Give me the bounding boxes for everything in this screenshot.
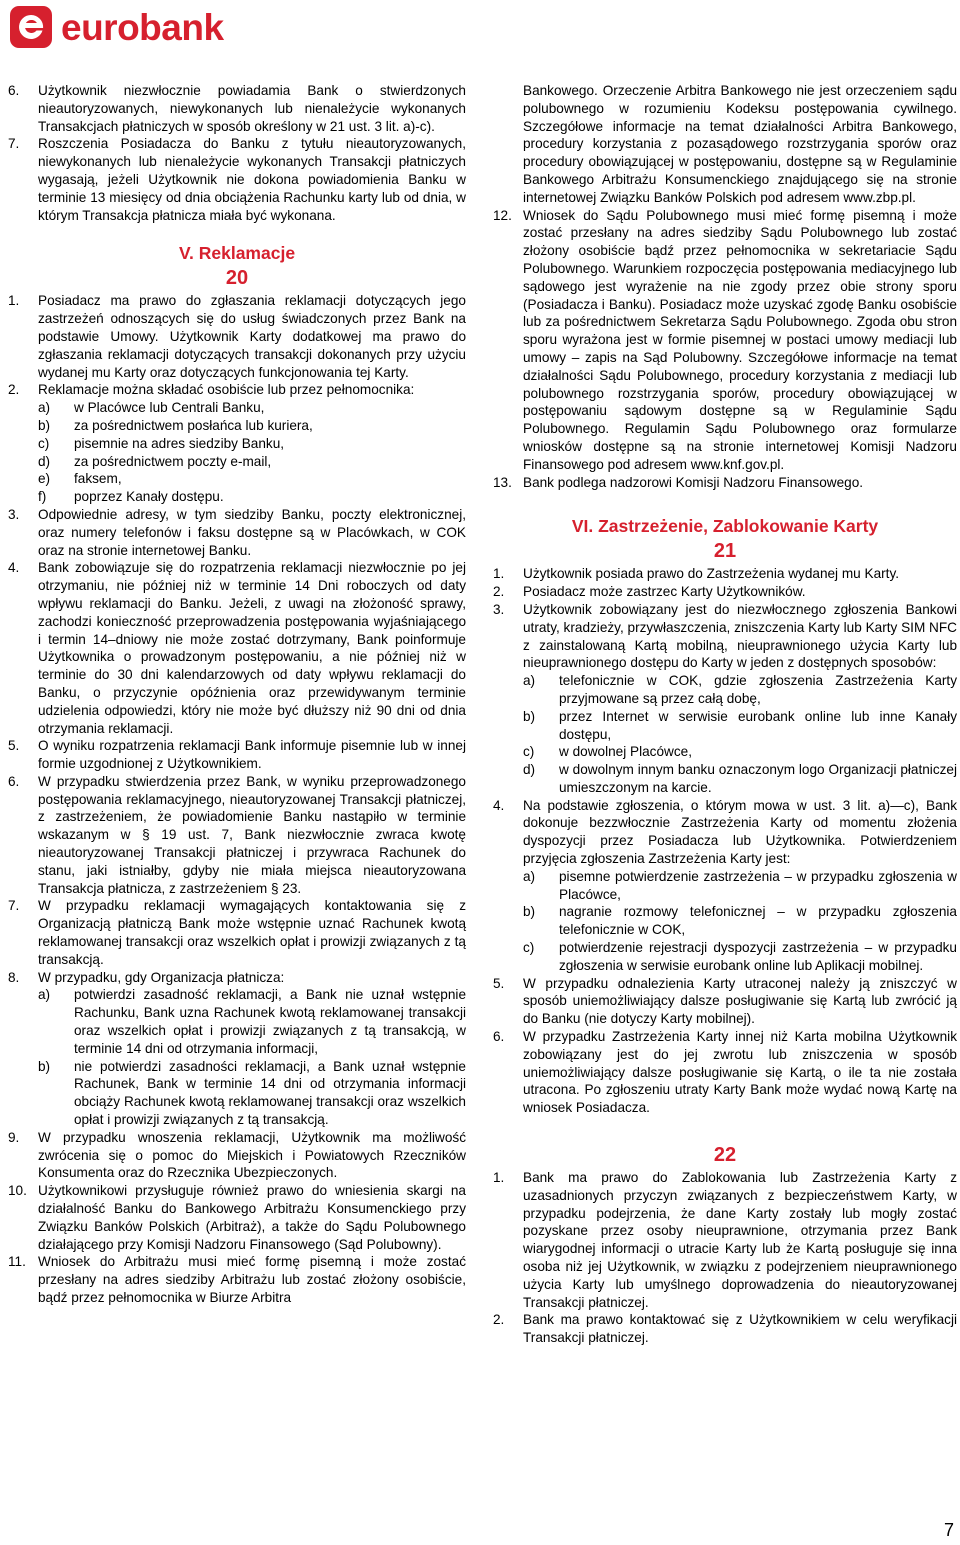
- item-number: 2.: [8, 382, 20, 398]
- item-body: [523, 601, 957, 797]
- item-body: [38, 82, 466, 135]
- sub-item-text: pisemnie na adres siedziby Banku,: [74, 435, 285, 451]
- list-blokowanie: [493, 1169, 957, 1347]
- sub-item: [523, 708, 957, 744]
- list-item: [493, 207, 957, 474]
- sub-item-letter: c): [38, 435, 50, 451]
- list-item: [493, 1028, 957, 1117]
- item-body: [38, 381, 466, 506]
- item-text: W przypadku odnalezienia Karty utraconej należy ją zniszczyć w sposób uniemożliwiający dalsze posługiwanie się Kartą lub zwrócić ją do Banku (nie dotyczy Karty mobilnej).: [523, 975, 957, 1027]
- list-item: [493, 82, 957, 207]
- sub-item: [38, 488, 466, 506]
- left-column: [8, 82, 466, 1307]
- eurobank-logo: [10, 4, 224, 50]
- sub-item-text: za pośrednictwem poczty e-mail,: [74, 453, 272, 469]
- list-item: [8, 506, 466, 559]
- list-item: [8, 1129, 466, 1182]
- sub-item: [523, 903, 957, 939]
- brand-name: eurobank: [61, 6, 224, 48]
- list-item: [8, 135, 466, 224]
- list-item: [8, 1182, 466, 1253]
- list-item: [8, 292, 466, 381]
- item-number: 5.: [8, 738, 20, 754]
- item-body: [523, 583, 957, 601]
- item-number: 6.: [8, 83, 20, 98]
- sub-item-text: faksem,: [74, 471, 122, 487]
- item-text: Bank ma prawo kontaktować się z Użytkownikiem w celu weryfikacji Transakcji płatniczej.: [523, 1312, 957, 1346]
- list-item: [8, 1253, 466, 1306]
- sub-item: [38, 417, 466, 435]
- sub-item-letter: b): [523, 904, 536, 920]
- item-text: W przypadku wnoszenia reklamacji, Użytkownik ma możliwość zwrócenia się o pomoc do Miejskich i Powiatowych Rzeczników Konsumenta oraz do Rzecznika Ubezpieczonych.: [38, 1129, 466, 1181]
- sub-item-letter: c): [523, 744, 535, 760]
- item-number: 2.: [493, 1312, 505, 1328]
- item-text: W przypadku reklamacji wymagających kontaktowania się z Organizacją płatniczą Bank może wstępnie uznać Rachunek kwotą reklamowanej transakcji oraz wszelkich opłat i prowizji związanych z tą transakcją.: [38, 898, 466, 967]
- item-text: W przypadku, gdy Organizacja płatnicza:: [38, 969, 285, 985]
- item-body: [38, 897, 466, 968]
- item-text: Posiadacz ma prawo do zgłaszania reklamacji dotyczących jego zastrzeżeń odnoszących się do usług świadczonych przez Bank na podstawie Umowy. Użytkownik Karty dodatkowej ma prawo do zgłaszania reklamacji dotyczących transakcji dokonanych przy użyciu wydanej mu Karty oraz dotyczących funkcjonowania tej Karty.: [38, 293, 466, 380]
- item-number: 7.: [8, 136, 20, 152]
- sub-item-letter: d): [38, 453, 51, 469]
- item-number: [493, 82, 523, 207]
- item-text: Posiadacz może zastrzec Karty Użytkowników.: [523, 584, 806, 600]
- list-item: [8, 773, 466, 898]
- item-body: [38, 773, 466, 898]
- item-body: [523, 474, 957, 492]
- item-number: 1.: [493, 1170, 505, 1186]
- sub-item-letter: b): [38, 1058, 51, 1074]
- list-item: [493, 601, 957, 797]
- list-item: [8, 969, 466, 1129]
- item-text: Użytkownik niezwłocznie powiadamia Bank o stwierdzonych nieautoryzowanych, niewykonanych lub nienależycie wykonanych Transakcjach płatniczych w sposób określony w 21 ust. 3 lit. a)-c).: [38, 83, 466, 134]
- sub-item: [38, 399, 466, 417]
- paragraph-sign-21: 21: [713, 540, 737, 563]
- item-text: O wyniku rozpatrzenia reklamacji Bank informuje pisemnie lub w innej formie uzgodnionej z Użytkownikiem.: [38, 738, 466, 772]
- item-number: 11.: [8, 1254, 26, 1270]
- item-body: [38, 292, 466, 381]
- item-body: [523, 1311, 957, 1347]
- list-item: [493, 1311, 957, 1347]
- sub-item-letter: a): [523, 868, 536, 884]
- list-item: [493, 583, 957, 601]
- item-body: [38, 506, 466, 559]
- list-item: [8, 559, 466, 737]
- sub-item: [38, 470, 466, 488]
- item-text: Reklamacje można składać osobiście lub przez pełnomocnika:: [38, 382, 415, 398]
- item-text: Wniosek do Sądu Polubownego musi mieć formę pisemną i może zostać przesłany na adres siedziby Sądu Polubownego lub zostać złożony osobiście bądź przez pełnomocnika w sekretariacie Sądu Polubownego. Warunkiem rozpoczęcia postępowania mediacyjnego lub sądowego jest wyrażenie na nie zgody przez obie strony sporu (Posiadacza i Banku). Posiadacz może uzyskać zgodę Banku osobiście lub za pośrednictwem Sekretarza Sądu Polubownego. Zgoda obu stron sporu wyrażona jest w formie pisemnej w postaci umowy mediacji lub umowy – zapis na Sąd Polubowny. Szczegółowe informacje na temat działalności Sądu Polubownego, procedury korzystania z mediacji lub polubownego rozstrzygania sporów, procedury obowiązującej w postępowaniu sądowym dostępne są w Regulaminie Sądu Polubownego. Regulamin Sądu Polubownego oraz formularze wniosków dostępne są na stronie internetowej Komisji Nadzoru Finansowego pod adresem www.knf.gov.pl.: [523, 207, 957, 472]
- sub-item: [523, 743, 957, 761]
- sub-item-text: w dowolnym innym banku oznaczonym logo Organizacji płatniczej umieszczonym na karcie.: [559, 762, 957, 795]
- sub-item: [523, 761, 957, 797]
- sub-item: [38, 453, 466, 471]
- sub-item-text: nie potwierdzi zasadności reklamacji, a Bank uznał wstępnie Rachunek, Bank w terminie 14 dni od otrzymania informacji obciąży Rachunek kwotą reklamowanej transakcji oraz wszelkich opłat i prowizji związanych z tą transakcją.: [74, 1058, 466, 1128]
- sub-item-letter: d): [523, 762, 536, 778]
- item-body: [38, 559, 466, 737]
- list-item: [8, 737, 466, 773]
- item-number: 6.: [493, 1029, 505, 1045]
- item-text: Użytkownik posiada prawo do Zastrzeżenia wydanej mu Karty.: [523, 566, 900, 582]
- list-item: [8, 82, 466, 135]
- sub-item-letter: f): [38, 489, 47, 505]
- item-text: Bankowego. Orzeczenie Arbitra Bankowego nie jest orzeczeniem sądu polubownego w rozumieniu Kodeksu postępowania cywilnego. Szczegółowe informacje na temat działalności Arbitra Bankowego, procedury korzystania z pozasądowego rozstrzygania sporów oraz procedury obowiązującej w postępowaniu, dostępne są w Regulaminie Bankowego Arbitrażu Konsumenckiego znajdującego się na stronie internetowej Związku Banków Polskich pod adresem www.zbp.pl.: [523, 83, 957, 205]
- sub-item-text: za pośrednictwem posłańca lub kuriera,: [74, 417, 313, 433]
- paragraph-sign-22: 22: [713, 1144, 737, 1167]
- item-text: W przypadku Zastrzeżenia Karty innej niż Karta mobilna Użytkownik zobowiązany jest do jej zwrotu lub zniszczenia w sposób uniemożliwiający dalsze posługiwanie się Kartą, o ile ta nie została utracona. Po zgłoszeniu utraty Karty Bank może wydać nową Kartę na wniosek Posiadacza.: [523, 1029, 957, 1116]
- item-text: Na podstawie zgłoszenia, o którym mowa w ust. 3 lit. a)—c), Bank dokonuje bezzwłocznie Zastrzeżenia Karty od momentu złożenia dyspozycji przez Posiadacza lub Użytkownika. Potwierdzeniem przyjęcia zgłoszenia Zastrzeżenia Karty jest:: [523, 797, 957, 867]
- page-number: 7: [943, 1520, 954, 1540]
- sub-item-text: poprzez Kanały dostępu.: [74, 489, 224, 505]
- item-body: [523, 207, 957, 474]
- list-reklamacje-continued: [493, 82, 957, 491]
- sub-item-letter: a): [523, 673, 536, 689]
- list-item: [493, 565, 957, 583]
- list-item: [493, 797, 957, 975]
- item-body: [38, 1129, 466, 1182]
- sub-item-text: pisemne potwierdzenie zastrzeżenia – w przypadku zgłoszenia w Placówce,: [559, 868, 957, 902]
- item-text: Wniosek do Arbitrażu musi mieć formę pisemną i może zostać przesłany na adres siedziby Arbitrażu lub zostać złożony osobiście, bądź przez pełnomocnika w Biurze Arbitra: [38, 1254, 466, 1305]
- list-reklamacje: [8, 292, 466, 1306]
- item-text: W przypadku stwierdzenia przez Bank, w wyniku przeprowadzonego postępowania reklamacyjnego, nieautoryzowanej Transakcji płatniczej, z zastrzeżeniem, że powiadomienie Banku nastąpiło w terminie wskazanym w § 19 ust. 7, Bank niezwłocznie zwraca kwotę nieautoryzowanej Transakcji płatniczej i przywraca Rachunek do stanu, jaki istniałby, gdyby nie miała miejsca nieautoryzowana Transakcja płatnicza, z zastrzeżeniem § 23.: [38, 773, 466, 896]
- sub-item: [38, 435, 466, 453]
- item-number: 6.: [8, 773, 20, 789]
- item-number: 13.: [493, 474, 512, 490]
- item-text: Roszczenia Posiadacza do Banku z tytułu nieautoryzowanych, niewykonanych lub nienależycie wykonanych Transakcji płatniczych wygasają, jeżeli Użytkownik nie dokona powiadomienia Banku w terminie 13 miesięcy od dnia obciążenia Rachunku karty lub od dnia, w którym Transakcja płatnicza miała być wykonana.: [38, 136, 466, 223]
- sub-item-text: w dowolnej Placówce,: [559, 744, 692, 760]
- sub-item: [38, 1058, 466, 1129]
- sub-item-text: w Placówce lub Centrali Banku,: [74, 400, 265, 416]
- sub-item-text: nagranie rozmowy telefonicznej – w przypadku zgłoszenia telefonicznie w COK,: [559, 904, 957, 938]
- item-number: 12.: [493, 207, 512, 223]
- item-number: 1.: [493, 566, 505, 582]
- item-number: 3.: [8, 506, 20, 522]
- sub-item-text: telefonicznie w COK, gdzie zgłoszenia Zastrzeżenia Karty przyjmowane są przez całą dobę,: [559, 673, 957, 706]
- item-body: [523, 797, 957, 975]
- item-text: Odpowiednie adresy, w tym siedziby Banku, poczty elektronicznej, oraz numery telefonów i faksu dostępne są w Placówkach, w COK oraz na stronie internetowej Banku.: [38, 506, 466, 558]
- sub-item-letter: b): [38, 417, 51, 433]
- item-body: [523, 1169, 957, 1311]
- item-body: [523, 975, 957, 1028]
- sub-item-letter: c): [523, 940, 535, 956]
- sub-item: [523, 939, 957, 975]
- item-number: 4.: [493, 797, 505, 813]
- item-number: 1.: [8, 293, 20, 309]
- item-number: 7.: [8, 898, 20, 914]
- item-number: 9.: [8, 1129, 20, 1145]
- item-number: 5.: [493, 975, 505, 991]
- item-number: 10.: [8, 1183, 27, 1199]
- item-text: Bank zobowiązuje się do rozpatrzenia reklamacji niezwłocznie po jej otrzymaniu, nie później niż w terminie 14 Dni roboczych od daty wpływu reklamacji do Banku. Jeżeli, z uwagi na złożoność sprawy, zachodzi konieczność przeprowadzenia postępowania wyjaśniającego i termin 14–dniowy nie może zostać dotrzymany, Bank poinformuje Użytkownika o prowadzonym postępowaniu, a nie później niż w terminie do 30 dni kalendarzowych od daty wpływu reklamacji do Banku, o przyczynie opóźnienia oraz przewidywanym terminie udzielenia odpowiedzi, który nie może być dłuższy niż 90 dni od dnia otrzymania reklamacji.: [38, 560, 466, 736]
- section-title-zastrzezenie: VI. Zastrzeżenie, Zablokowanie Karty: [571, 516, 879, 537]
- paragraph-sign-20: 20: [225, 267, 249, 290]
- sub-item-text: potwierdzi zasadność reklamacji, a Bank nie uznał wstępnie Rachunku, Bank uzna Rachunek kwotą reklamowanej transakcji oraz wszelkich opłat i prowizji związanych z tą transakcją, w terminie 14 dni od otrzymania informacji,: [74, 987, 466, 1056]
- sub-item-letter: a): [38, 400, 51, 416]
- section-title-reklamacje: V. Reklamacje: [178, 243, 296, 264]
- list-item: [493, 975, 957, 1028]
- item-number: 4.: [8, 560, 20, 576]
- sub-item-letter: a): [38, 987, 51, 1003]
- sub-item: [38, 986, 466, 1057]
- list-item: [493, 1169, 957, 1311]
- item-text: Użytkownik zobowiązany jest do niezwłocznego zgłoszenia Bankowi utraty, kradzieży, przywłaszczenia, zniszczenia Karty lub Karty SIM NFC z zainstalowaną Kartą mobilną, nieuprawnionego użycia Karty lub nieuprawnionego dostępu do Karty w jeden z dostępnych sposobów:: [523, 601, 957, 671]
- item-body: [38, 135, 466, 224]
- list-zastrzezenie: [493, 565, 957, 1117]
- item-number: 2.: [493, 584, 505, 600]
- sub-item: [523, 672, 957, 708]
- list-item: [8, 897, 466, 968]
- item-body: [38, 969, 466, 1129]
- item-body: [523, 1028, 957, 1117]
- sub-item: [523, 868, 957, 904]
- item-body: [38, 737, 466, 773]
- item-body: [523, 82, 957, 207]
- item-number: 3.: [493, 601, 505, 617]
- item-text: Bank ma prawo do Zablokowania lub Zastrzeżenia Karty z uzasadnionych przyczyn związanych z bezpieczeństwem Karty, w przypadku podejrzenia, że dane Karty zostały lub mogły zostać pozyskane przez osoby nieuprawnione, otrzymania przez Bank wiarygodnej informacji o utracie Karty lub że Kartą posługuje się inna osoba niż jej Użytkownik, w związku z podejrzeniem nieuprawnionego użycia Karty lub umyślnego doprowadzenia do nieautoryzowanej Transakcji płatniczej.: [523, 1170, 957, 1310]
- item-text: Użytkownikowi przysługuje również prawo do wniesienia skargi na działalność Banku do Bankowego Arbitrażu Konsumenckiego przy Związku Banków Polskich (Arbitraż), a także do Sądu Polubownego działającego przy Komisji Nadzoru Finansowego (Sąd Polubowny).: [38, 1183, 466, 1252]
- list-item: [8, 381, 466, 506]
- item-body: [38, 1253, 466, 1306]
- sub-item-text: przez Internet w serwisie eurobank online lub inne Kanały dostępu,: [559, 708, 957, 742]
- sub-item-letter: e): [38, 471, 51, 487]
- list-left-intro: [8, 82, 466, 224]
- list-item: [493, 474, 957, 492]
- sub-item-letter: b): [523, 708, 536, 724]
- right-column: [493, 82, 957, 1347]
- item-number: 8.: [8, 969, 20, 985]
- item-body: [523, 565, 957, 583]
- sub-item-text: potwierdzenie rejestracji dyspozycji zastrzeżenia – w przypadku zgłoszenia w serwisie eurobank online lub Aplikacji mobilnej.: [559, 940, 957, 973]
- eurobank-logo-icon: [10, 6, 52, 48]
- item-body: [38, 1182, 466, 1253]
- item-text: Bank podlega nadzorowi Komisji Nadzoru Finansowego.: [523, 474, 864, 490]
